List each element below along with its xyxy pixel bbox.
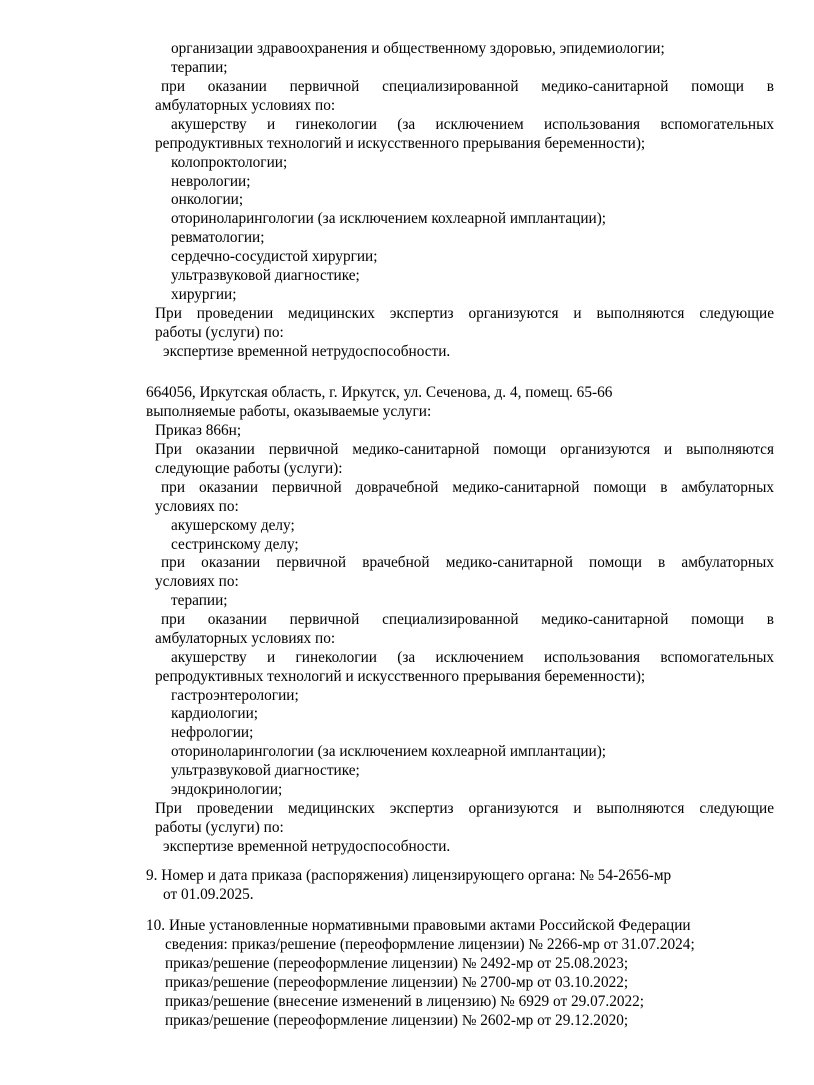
text-line: приказ/решение (переоформление лицензии) № 2602-мр от 29.12.2020;	[165, 1012, 629, 1029]
text-line: колопроктологии;	[171, 154, 288, 171]
text-line: акушерскому делу;	[171, 517, 295, 534]
text-line: амбулаторных условиях по:	[155, 630, 336, 647]
text-line: При проведении медицинских экспертиз организуются и выполняются следующие	[155, 305, 774, 322]
address-heading: 664056, Иркутская область, г. Иркутск, ул. Сеченова, д. 4, помещ. 65-66	[146, 384, 613, 401]
text-line: терапии;	[171, 59, 228, 76]
text-line: организации здравоохранения и общественному здоровью, эпидемиологии;	[171, 40, 665, 57]
text-line: амбулаторных условиях по:	[155, 97, 336, 114]
text-line: от 01.09.2025.	[163, 886, 254, 903]
text-line: сердечно-сосудистой хирургии;	[171, 248, 378, 265]
text-line: гастроэнтерологии;	[171, 687, 299, 704]
text-line: неврологии;	[171, 173, 251, 190]
text-line: работы (услуги) по:	[155, 819, 284, 836]
text-line: приказ/решение (переоформление лицензии) № 2492-мр от 25.08.2023;	[165, 955, 629, 972]
text-line: выполняемые работы, оказываемые услуги:	[146, 403, 432, 420]
text-line: эндокринологии;	[171, 781, 283, 798]
text-line: условиях по:	[155, 573, 239, 590]
text-line: при оказании первичной доврачебной медико-санитарной помощи в амбулаторных	[161, 479, 774, 496]
text-line: оториноларингологии (за исключением кохлеарной имплантации);	[171, 210, 607, 227]
text-line: кардиологии;	[171, 705, 259, 722]
section-9-title: 9. Номер и дата приказа (распоряжения) лицензирующего органа: № 54-2656-мр	[146, 867, 672, 884]
text-line: приказ/решение (внесение изменений в лицензию) № 6929 от 29.07.2022;	[165, 993, 645, 1010]
text-line: ревматологии;	[171, 229, 265, 246]
text-line: экспертизе временной нетрудоспособности.	[163, 343, 451, 360]
text-line: приказ/решение (переоформление лицензии) № 2700-мр от 03.10.2022;	[165, 974, 629, 991]
text-line: нефрологии;	[171, 724, 254, 741]
section-10-title: 10. Иные установленные нормативными правовыми актами Российской Федерации	[146, 917, 691, 934]
text-line: при оказании первичной специализированной медико-санитарной помощи в	[161, 611, 774, 628]
text-line: при оказании первичной врачебной медико-санитарной помощи в амбулаторных	[161, 554, 774, 571]
text-line: работы (услуги) по:	[155, 324, 284, 341]
text-line: терапии;	[171, 592, 228, 609]
text-line: Приказ 866н;	[155, 422, 242, 439]
text-line: хирургии;	[171, 286, 237, 303]
text-line: при оказании первичной специализированной медико-санитарной помощи в	[161, 78, 774, 95]
text-line: репродуктивных технологий и искусственного прерывания беременности);	[155, 668, 646, 685]
text-line: репродуктивных технологий и искусственного прерывания беременности);	[155, 135, 646, 152]
text-line: оториноларингологии (за исключением кохлеарной имплантации);	[171, 743, 607, 760]
text-line: акушерству и гинекологии (за исключением использования вспомогательных	[171, 116, 774, 133]
text-line: условиях по:	[155, 498, 239, 515]
text-line: экспертизе временной нетрудоспособности.	[163, 838, 451, 855]
text-line: следующие работы (услуги):	[155, 460, 343, 477]
text-line: сведения: приказ/решение (переоформление лицензии) № 2266-мр от 31.07.2024;	[165, 936, 695, 953]
text-line: ультразвуковой диагностике;	[171, 762, 360, 779]
text-line: При оказании первичной медико-санитарной помощи организуются и выполняются	[155, 441, 774, 458]
text-line: ультразвуковой диагностике;	[171, 267, 360, 284]
text-line: онкологии;	[171, 191, 244, 208]
text-line: сестринскому делу;	[171, 536, 299, 553]
text-line: акушерству и гинекологии (за исключением использования вспомогательных	[171, 649, 774, 666]
text-line: При проведении медицинских экспертиз организуются и выполняются следующие	[155, 800, 774, 817]
